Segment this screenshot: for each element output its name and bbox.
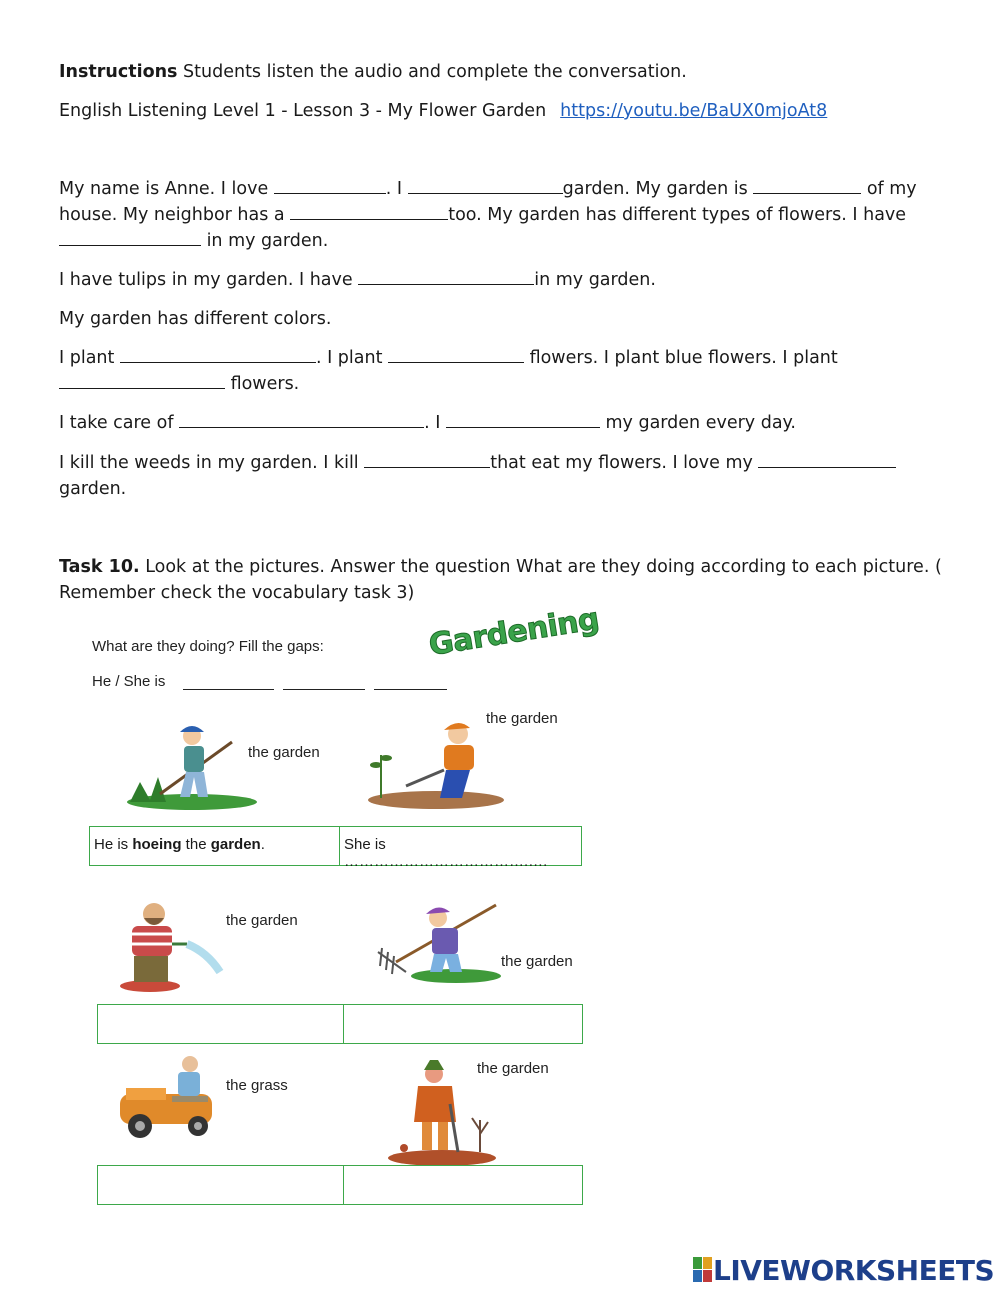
task-label: Task 10. <box>59 557 140 577</box>
passage-text: . I plant <box>315 348 388 368</box>
passage-paragraph-6 <box>59 450 944 502</box>
blank-13[interactable] <box>758 452 896 468</box>
passage-text: my garden every day. <box>599 413 796 433</box>
instructions-text: Students listen the audio and complete the conversation. <box>177 62 687 82</box>
answer-row-2 <box>97 1004 583 1044</box>
passage-text: flowers. I plant blue flowers. I plant <box>524 348 838 368</box>
task-text: Look at the pictures. Answer the question What are they doing according to each picture. ( Remember check the vocabulary task 3) <box>59 557 942 603</box>
passage-text: garden. My garden is <box>562 179 754 199</box>
answer-cell-digging[interactable] <box>344 1166 582 1204</box>
blank-4[interactable] <box>290 204 448 220</box>
hoeing-gardener-illustration <box>120 722 260 812</box>
caption-water: the garden <box>226 912 298 929</box>
worksheet-prompt: He / She is <box>92 673 166 690</box>
answer-row-1 <box>89 826 582 870</box>
blank-1[interactable] <box>274 178 386 194</box>
passage-text: I take care of <box>59 413 180 433</box>
blank-8[interactable] <box>388 347 524 363</box>
passage-text: flowers. <box>225 374 300 394</box>
instructions-label: Instructions <box>59 62 178 82</box>
answer-cell-watering[interactable] <box>98 1005 344 1043</box>
example-text: He is <box>94 836 133 853</box>
passage-text: that eat my flowers. I love my <box>490 453 759 473</box>
watering-gardener-illustration <box>112 900 227 995</box>
example-text: . <box>260 836 265 853</box>
example-object: garden <box>210 836 261 853</box>
blank-6[interactable] <box>358 269 534 285</box>
example-text: the <box>181 836 211 853</box>
passage-text: My name is Anne. I love <box>59 179 274 199</box>
answer-row-3 <box>97 1165 583 1205</box>
blank-3[interactable] <box>753 178 861 194</box>
liveworksheets-logo <box>693 1253 995 1287</box>
passage-paragraph-1 <box>59 176 944 254</box>
video-link[interactable]: https://youtu.be/BaUX0mjoAt8 <box>560 101 828 121</box>
worksheet-question: What are they doing? Fill the gaps: <box>92 638 324 655</box>
planting-gardener-illustration <box>366 720 506 812</box>
blank-12[interactable] <box>364 452 490 468</box>
caption-dig: the garden <box>477 1060 549 1077</box>
passage-paragraph-3: My garden has different colors. <box>59 309 332 329</box>
answer-cell-raking[interactable] <box>344 1005 582 1043</box>
blank-5[interactable] <box>59 230 201 246</box>
passage-text: garden. <box>59 479 127 499</box>
blank-2[interactable] <box>408 178 563 194</box>
blank-9[interactable] <box>59 373 225 389</box>
answer-cell-hoeing-example <box>90 827 340 865</box>
answer-cell-planting[interactable]: She is ……………………………….…. <box>344 836 548 870</box>
passage-text: . I <box>424 413 446 433</box>
passage-paragraph-5 <box>59 410 944 436</box>
instructions-line <box>59 59 944 85</box>
task-10-instructions <box>59 554 944 606</box>
answer-cell-mowing[interactable] <box>98 1166 344 1204</box>
prompt-gap-1 <box>183 689 274 690</box>
passage-text: I have tulips in my garden. I have <box>59 270 359 290</box>
caption-rake: the garden <box>501 953 573 970</box>
passage-text: . I <box>385 179 408 199</box>
caption-plant: the garden <box>486 710 558 727</box>
blank-7[interactable] <box>120 347 316 363</box>
passage-text: I kill the weeds in my garden. I kill <box>59 453 365 473</box>
blank-10[interactable] <box>179 412 424 428</box>
blank-11[interactable] <box>446 412 600 428</box>
mowing-gardener-illustration <box>112 1054 220 1140</box>
passage-text: of my house. My neighbor has a <box>59 179 917 225</box>
passage-text: I plant <box>59 348 120 368</box>
prompt-gap-2 <box>283 689 365 690</box>
lesson-title: English Listening Level 1 - Lesson 3 - My Flower Garden <box>59 101 547 121</box>
passage-text: in my garden. <box>201 231 329 251</box>
prompt-gap-3 <box>374 689 447 690</box>
brand-name: LIVEWORKSHEETS <box>713 1253 995 1287</box>
lesson-line <box>59 98 944 124</box>
passage-text: too. My garden has different types of flowers. I have <box>448 205 907 225</box>
passage-paragraph-2 <box>59 267 944 293</box>
caption-hoe: the garden <box>248 744 320 761</box>
caption-mow: the grass <box>226 1077 288 1094</box>
gardening-title-art: Gardening <box>426 601 602 663</box>
raking-gardener-illustration <box>376 900 501 990</box>
passage-text: in my garden. <box>534 270 656 290</box>
live-badge-icon <box>693 1257 713 1283</box>
example-verb: hoeing <box>132 836 182 853</box>
passage-paragraph-4 <box>59 345 944 397</box>
